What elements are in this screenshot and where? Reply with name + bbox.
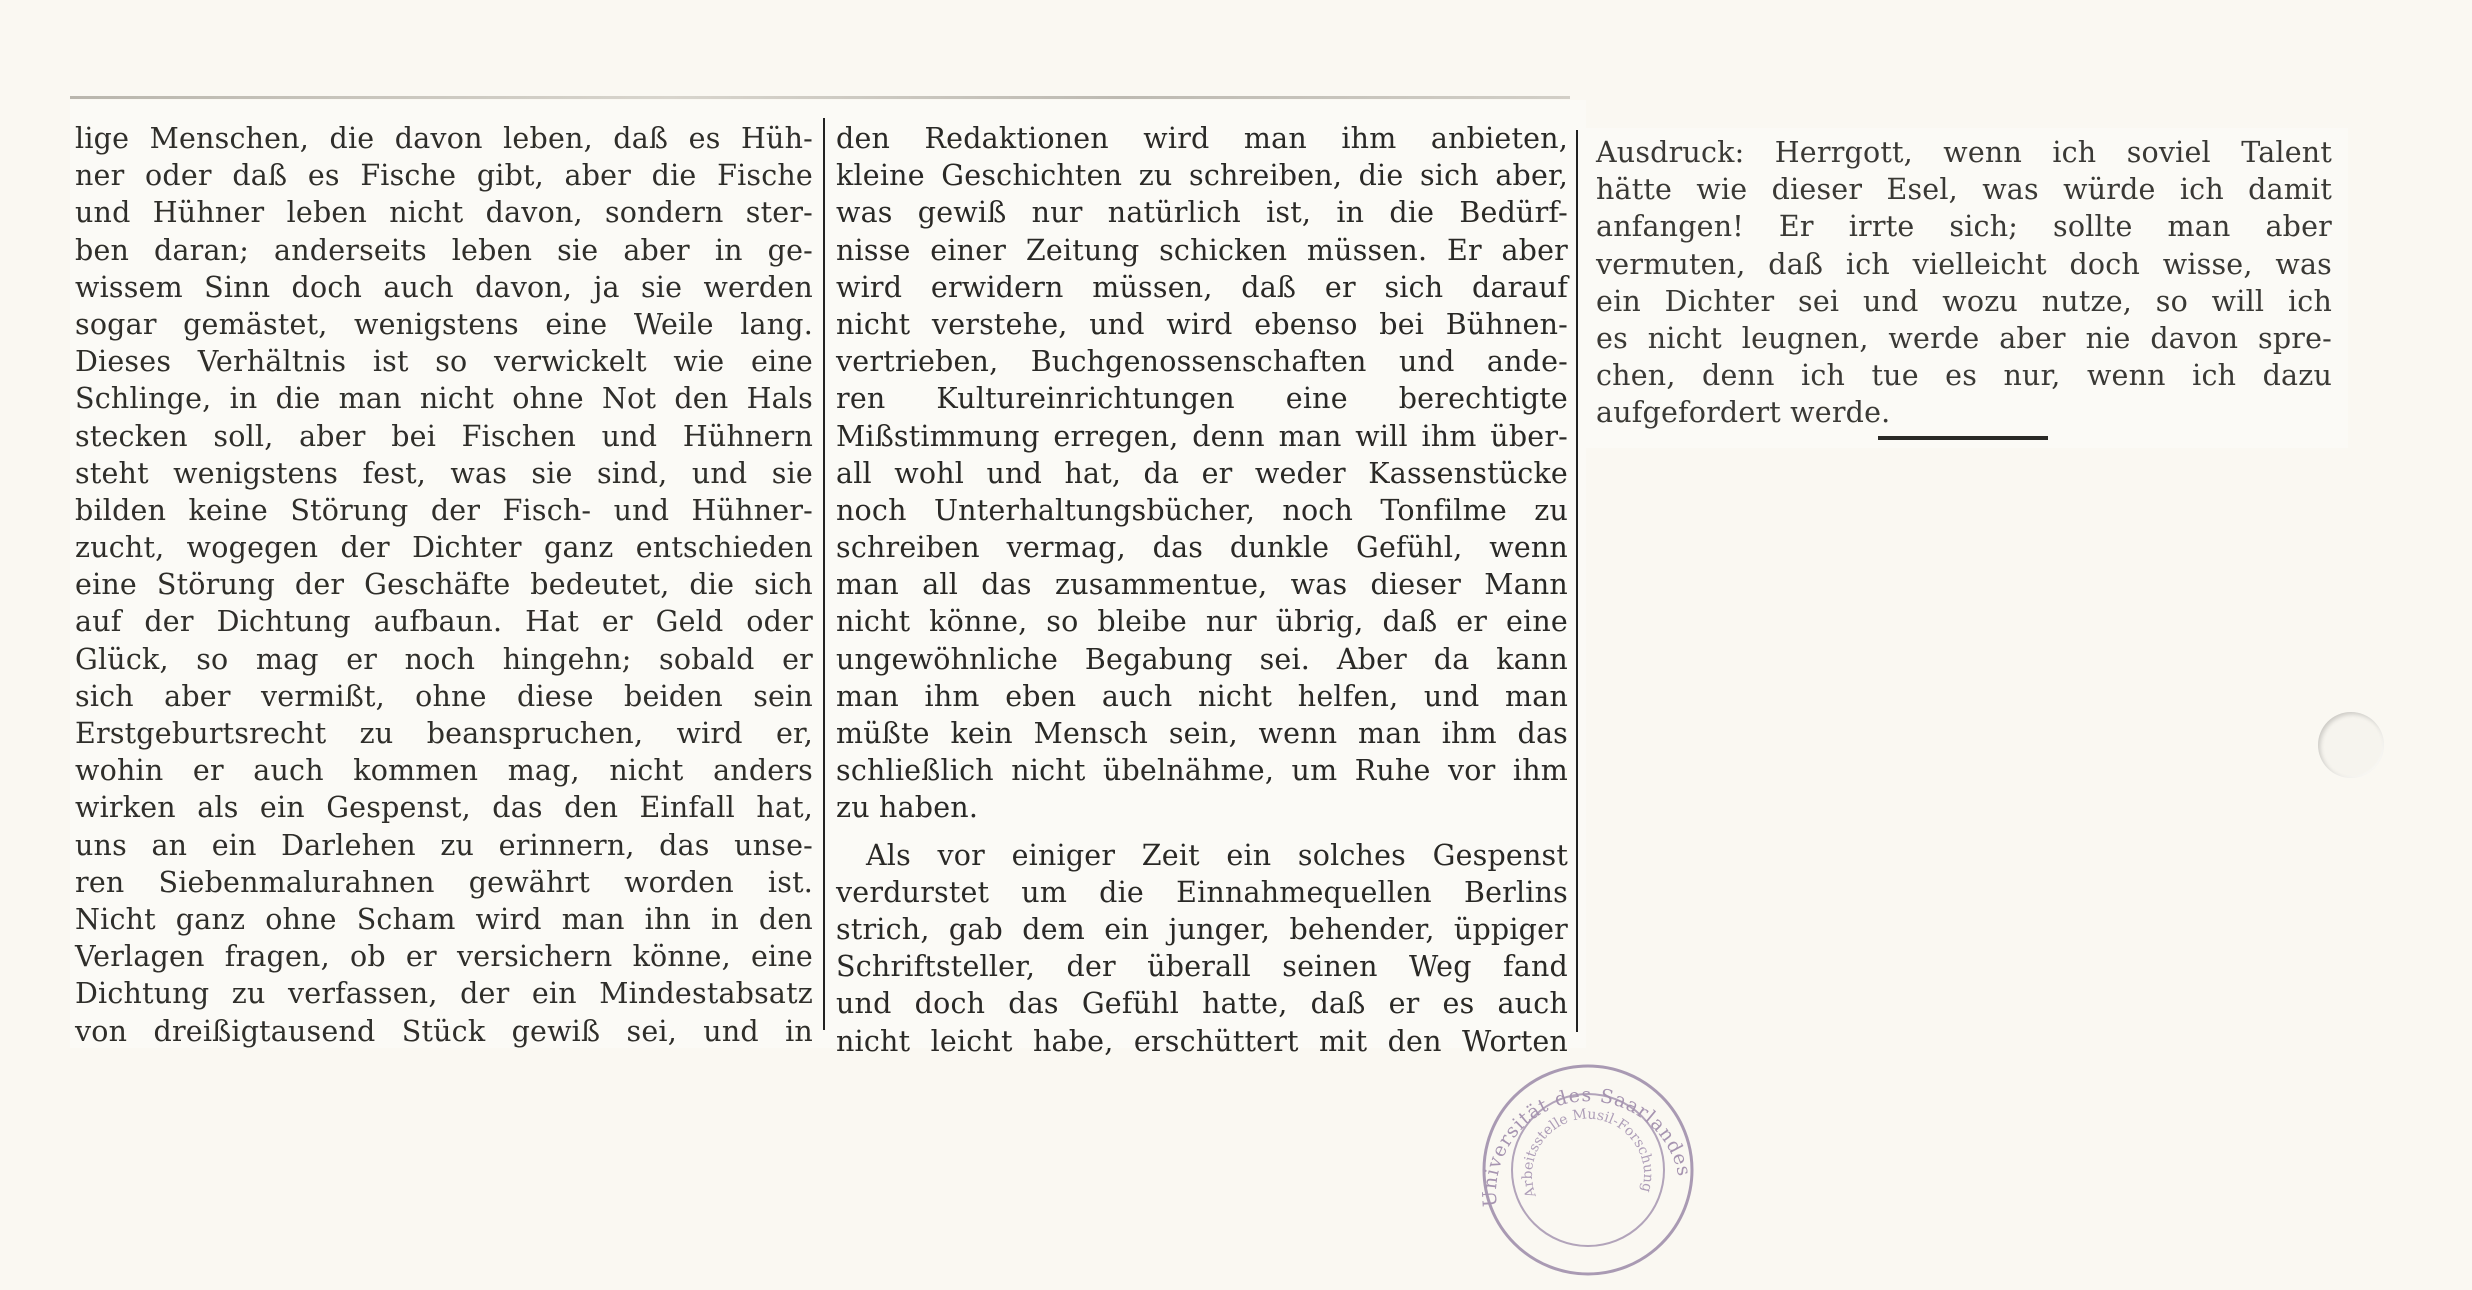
text-line: nicht leicht habe, erschüttert mit den Worten: [836, 1024, 1568, 1058]
column-divider: [823, 118, 825, 1030]
article-column-3: [1596, 134, 2332, 432]
text-line: kleine Geschichten zu schreiben, die sich aber,: [836, 159, 1568, 193]
text-line: auf der Dichtung aufbaun. Hat er Geld oder: [75, 605, 813, 639]
text-line: zucht, wogegen der Dichter ganz entschieden: [75, 531, 813, 565]
archive-stamp: [1468, 1050, 1708, 1290]
text-line: man all das zusammentue, was dieser Mann: [836, 568, 1568, 602]
text-line: ungewöhnliche Begabung sei. Aber da kann: [836, 642, 1568, 676]
text-line: und Hühner leben nicht davon, sondern ster-: [75, 196, 813, 230]
text-line: wohin er auch kommen mag, nicht anders: [75, 754, 813, 788]
stamp-outer-text: Universität des Saarlandes: [1478, 1084, 1696, 1208]
text-line: Als vor einiger Zeit ein solches Gespenst: [866, 838, 1568, 872]
text-line: uns an ein Darlehen zu erinnern, das unse-: [75, 828, 813, 862]
text-line: nisse einer Zeitung schicken müssen. Er aber: [836, 233, 1568, 267]
text-line: ein Dichter sei und wozu nutze, so will ich: [1596, 284, 2332, 318]
text-line: lige Menschen, die davon leben, daß es Hüh-: [75, 122, 813, 155]
text-line: man ihm eben auch nicht helfen, und man: [836, 679, 1568, 713]
text-line: schließlich nicht übelnähme, um Ruhe vor ihm: [836, 754, 1568, 788]
article-column-2: [836, 120, 1568, 1060]
text-line: sogar gemästet, wenigstens eine Weile lang.: [75, 307, 813, 341]
article-end-rule: [1878, 436, 2048, 440]
text-line: zu haben.: [836, 791, 979, 825]
text-line: eine Störung der Geschäfte bedeutet, die sich: [75, 568, 813, 602]
text-line: ren Siebenmalurahnen gewährt worden ist.: [75, 865, 813, 899]
text-line: verdurstet um die Einnahmequellen Berlins: [836, 875, 1568, 909]
text-line: wissem Sinn doch auch davon, ja sie werden: [75, 270, 813, 304]
text-line: all wohl und hat, da er weder Kassenstücke: [836, 456, 1568, 490]
clipping-top-rule: [70, 96, 1570, 99]
text-line: schreiben vermag, das dunkle Gefühl, wenn: [836, 531, 1568, 565]
text-line: Schriftsteller, der überall seinen Weg fand: [836, 950, 1568, 984]
text-line: nicht könne, so bleibe nur übrig, daß er eine: [836, 605, 1568, 639]
text-line: und doch das Gefühl hatte, daß er es auch: [836, 987, 1568, 1021]
text-line: Nicht ganz ohne Scham wird man ihn in den: [75, 902, 813, 936]
text-line: chen, denn ich tue es nur, wenn ich dazu: [1596, 359, 2332, 393]
text-line: vertrieben, Buchgenossenschaften und ande-: [836, 345, 1568, 379]
text-line: ben daran; anderseits leben sie aber in ge-: [75, 233, 813, 267]
text-line: anfangen! Er irrte sich; sollte man aber: [1596, 210, 2332, 244]
text-line: bilden keine Störung der Fisch- und Hühner-: [75, 493, 813, 527]
text-line: Ausdruck: Herrgott, wenn ich soviel Talent: [1596, 136, 2332, 169]
text-line: was gewiß nur natürlich ist, in die Bedürf-: [836, 196, 1568, 230]
text-line: Mißstimmung erregen, denn man will ihm über-: [836, 419, 1568, 453]
text-line: Erstgeburtsrecht zu beanspruchen, wird er,: [75, 717, 813, 750]
column-divider: [1576, 130, 1578, 1032]
text-line: wird erwidern müssen, daß er sich darauf: [836, 270, 1568, 304]
text-line: es nicht leugnen, werde aber nie davon spre-: [1596, 321, 2332, 355]
text-line: müßte kein Mensch sein, wenn man ihm das: [836, 717, 1568, 750]
text-line: ren Kultureinrichtungen eine berechtigte: [836, 382, 1568, 416]
text-line: hätte wie dieser Esel, was würde ich damit: [1596, 173, 2332, 207]
text-line: sich aber vermißt, ohne diese beiden sein: [75, 679, 813, 713]
text-line: noch Unterhaltungsbücher, noch Tonfilme zu: [836, 493, 1568, 527]
text-line: nicht verstehe, und wird ebenso bei Bühnen-: [836, 307, 1568, 341]
stamp-inner-text: Arbeitsstelle Musil-Forschung: [1519, 1106, 1657, 1200]
text-line: Dichtung zu verfassen, der ein Mindestabsatz: [75, 977, 813, 1011]
text-line: strich, gab dem ein junger, behender, üppiger: [836, 912, 1568, 946]
text-line: Verlagen fragen, ob er versichern könne, eine: [75, 940, 813, 974]
stamp-seal-icon: [1468, 1050, 1708, 1290]
text-line: aufgefordert werde.: [1596, 396, 1891, 430]
text-line: Glück, so mag er noch hingehn; sobald er: [75, 642, 813, 676]
text-line: steht wenigstens fest, was sie sind, und sie: [75, 456, 813, 490]
text-line: stecken soll, aber bei Fischen und Hühnern: [75, 419, 813, 453]
text-line: den Redaktionen wird man ihm anbieten,: [836, 122, 1568, 155]
svg-text:Arbeitsstelle Musil-Forschung: [1520, 1106, 1656, 1200]
text-line: wirken als ein Gespenst, das den Einfall hat,: [75, 791, 813, 825]
article-column-1: [75, 120, 813, 1050]
text-line: von dreißigtausend Stück gewiß sei, und in: [75, 1014, 813, 1048]
punch-hole: [2318, 712, 2384, 778]
text-line: Schlinge, in die man nicht ohne Not den Hals: [75, 382, 813, 416]
text-line: vermuten, daß ich vielleicht doch wisse, was: [1596, 247, 2332, 281]
paragraph-gap: [836, 827, 1568, 837]
text-line: ner oder daß es Fische gibt, aber die Fische: [75, 159, 813, 193]
text-line: Dieses Verhältnis ist so verwickelt wie eine: [75, 345, 813, 379]
svg-text:Universität des Saarlandes: [1479, 1084, 1696, 1207]
